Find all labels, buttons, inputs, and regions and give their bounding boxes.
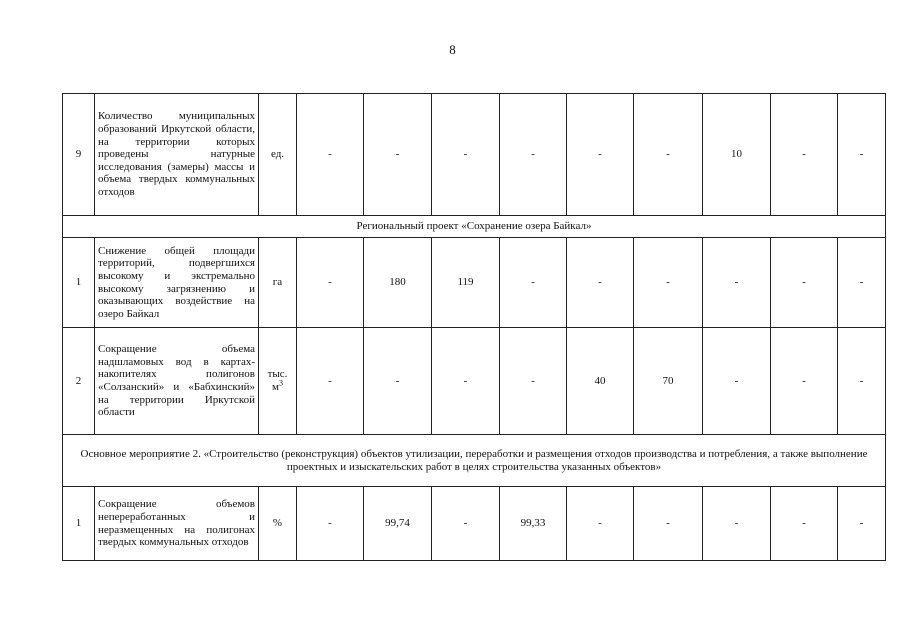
value-cell: 70 — [634, 328, 703, 435]
value-cell: - — [703, 238, 771, 328]
table-section-row — [63, 435, 886, 487]
value-cell: - — [567, 238, 634, 328]
value-cell: - — [297, 238, 364, 328]
value-cell: 119 — [432, 238, 500, 328]
unit-label: га — [272, 276, 283, 289]
value-cell: - — [634, 94, 703, 216]
unit-superscript: 3 — [278, 378, 283, 388]
value-cell: - — [432, 328, 500, 435]
row-number: 1 — [63, 238, 95, 328]
value-cell: - — [297, 94, 364, 216]
indicators-table — [62, 93, 886, 561]
value-cell: - — [771, 238, 838, 328]
table-row — [63, 487, 886, 561]
row-number: 1 — [63, 487, 95, 561]
row-number: 9 — [63, 94, 95, 216]
value-cell: - — [634, 238, 703, 328]
value-cell: - — [703, 328, 771, 435]
unit-cell — [259, 238, 297, 328]
value-cell: 40 — [567, 328, 634, 435]
table-row — [63, 94, 886, 216]
value-cell: - — [838, 328, 886, 435]
value-cell: - — [500, 328, 567, 435]
value-cell: - — [364, 94, 432, 216]
value-cell: - — [297, 487, 364, 561]
value-cell: - — [771, 328, 838, 435]
row-number: 2 — [63, 328, 95, 435]
value-cell: - — [567, 94, 634, 216]
value-cell: - — [771, 487, 838, 561]
table-body — [63, 94, 886, 561]
unit-label: тыс. м — [267, 368, 288, 393]
value-cell: - — [838, 487, 886, 561]
value-cell: - — [364, 328, 432, 435]
unit-cell — [259, 94, 297, 216]
value-cell: 99,74 — [364, 487, 432, 561]
unit-label: % — [272, 517, 283, 530]
indicator-name: Сокращение объемов непереработанных и неразмещенных на полигонах твердых коммунальных отходов — [95, 487, 259, 561]
table-section-row — [63, 216, 886, 238]
value-cell: - — [500, 238, 567, 328]
value-cell: - — [500, 94, 567, 216]
table-row — [63, 328, 886, 435]
unit-cell — [259, 328, 297, 435]
indicator-name: Количество муниципальных образований Иркутской области, на территории которых проведены натурные исследования (замеры) массы и объема твердых коммунальных отходов — [95, 94, 259, 216]
value-cell: - — [838, 238, 886, 328]
table-row — [63, 238, 886, 328]
unit-label: ед. — [270, 148, 285, 161]
value-cell: - — [567, 487, 634, 561]
unit-cell — [259, 487, 297, 561]
value-cell: - — [432, 487, 500, 561]
value-cell: - — [432, 94, 500, 216]
value-cell: - — [771, 94, 838, 216]
value-cell: 180 — [364, 238, 432, 328]
section-title: Основное мероприятие 2. «Строительство (реконструкция) объектов утилизации, переработки и размещения отходов производства и потребления, а также выполнение проектных и изыскательских работ в целях строительства указанных объектов» — [63, 435, 886, 487]
indicator-name: Снижение общей площади территорий, подвергшихся высокому и экстремально высокому загрязнению и оказывающих воздействие на озеро Байкал — [95, 238, 259, 328]
value-cell: - — [838, 94, 886, 216]
page-number: 8 — [449, 42, 456, 57]
value-cell: - — [703, 487, 771, 561]
value-cell: - — [297, 328, 364, 435]
section-title: Региональный проект «Сохранение озера Байкал» — [63, 216, 886, 238]
indicator-name: Сокращение объема надшламовых вод в картах-накопителях полигонов «Солзанский» и «Бабхинский» на территории Иркутской области — [95, 328, 259, 435]
value-cell: 10 — [703, 94, 771, 216]
value-cell: - — [634, 487, 703, 561]
value-cell: 99,33 — [500, 487, 567, 561]
